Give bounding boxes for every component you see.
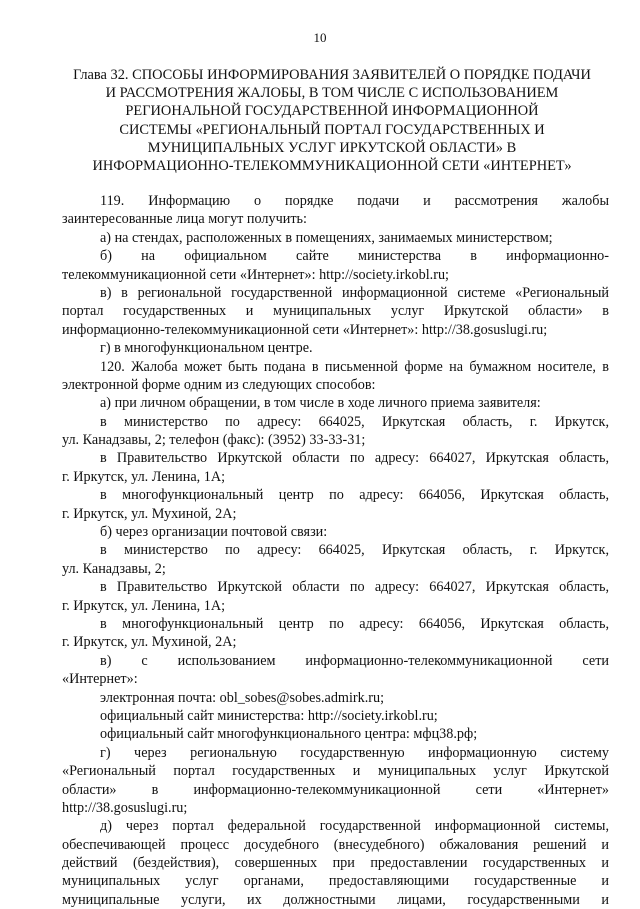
body-line: а) при личном обращении, в том числе в ходе личного приема заявителя:: [100, 395, 541, 412]
body-line: б) через организации почтовой связи:: [100, 524, 328, 541]
body-line: http://38.gosuslugi.ru;: [62, 799, 188, 816]
body-line: муниципальные услуги, их должностными лицами, государственными и: [62, 891, 609, 908]
page-number: 10: [313, 30, 327, 45]
body-line: телекоммуникационной сети «Интернет»: http://society.irkobl.ru;: [62, 266, 449, 283]
chapter-title-line: МУНИЦИПАЛЬНЫХ УСЛУГ ИРКУТСКОЙ ОБЛАСТИ» В: [147, 139, 517, 156]
body-line: ул. Канадзавы, 2;: [62, 560, 166, 577]
body-line: г) через региональную государственную информационную систему: [100, 744, 609, 761]
body-line: а) на стендах, расположенных в помещениях, занимаемых министерством;: [100, 229, 553, 246]
body-line: в многофункциональный центр по адресу: 664056, Иркутская область,: [100, 615, 609, 632]
body-line: г. Иркутск, ул. Мухиной, 2А;: [62, 634, 237, 651]
body-line: г. Иркутск, ул. Ленина, 1А;: [62, 468, 226, 485]
body-line: в министерство по адресу: 664025, Иркутская область, г. Иркутск,: [100, 413, 609, 430]
body-line: б) на официальном сайте министерства в информационно-: [100, 248, 609, 265]
body-text: [62, 192, 609, 909]
chapter-title-line: И РАССМОТРЕНИЯ ЖАЛОБЫ, В ТОМ ЧИСЛЕ С ИСПОЛЬЗОВАНИЕМ: [105, 85, 559, 102]
body-line: «Интернет»:: [62, 671, 138, 688]
body-line: информационно-телекоммуникационной сети «Интернет»: http://38.gosuslugi.ru;: [62, 321, 548, 338]
body-line: 120. Жалоба может быть подана в письменной форме на бумажном носителе, в: [100, 358, 609, 375]
body-line: муниципальных услуг органами, предоставляющими государственные и: [62, 873, 609, 890]
body-line: действий (бездействия), совершенных при предоставлении государственных и: [62, 855, 609, 872]
body-line: г. Иркутск, ул. Ленина, 1А;: [62, 597, 226, 614]
body-line: электронная почта: obl_sobes@sobes.admirk.ru;: [100, 689, 385, 706]
chapter-title-line: ИНФОРМАЦИОННО-ТЕЛЕКОММУНИКАЦИОННОЙ СЕТИ «ИНТЕРНЕТ»: [92, 158, 572, 175]
body-line: электронной форме одним из следующих способов:: [62, 376, 376, 393]
body-line: г. Иркутск, ул. Мухиной, 2А;: [62, 505, 237, 522]
body-line: заинтересованные лица могут получить:: [62, 211, 307, 228]
body-line: в) в региональной государственной информационной системе «Региональный: [100, 284, 609, 301]
body-line: в многофункциональный центр по адресу: 664056, Иркутская область,: [100, 487, 609, 504]
body-line: в Правительство Иркутской области по адресу: 664027, Иркутская область,: [100, 450, 609, 467]
body-line: 119. Информацию о порядке подачи и рассмотрения жалобы: [100, 193, 609, 209]
body-line: в министерство по адресу: 664025, Иркутская область, г. Иркутск,: [100, 542, 609, 559]
chapter-title-line: РЕГИОНАЛЬНОЙ ГОСУДАРСТВЕННОЙ ИНФОРМАЦИОННОЙ: [125, 103, 539, 120]
body-line: обеспечивающей процесс досудебного (внесудебного) обжалования решений и: [62, 836, 609, 853]
body-line: области» в информационно-телекоммуникационной сети «Интернет»: [62, 781, 609, 798]
chapter-title: [58, 66, 606, 175]
chapter-title-line: Глава 32. СПОСОБЫ ИНФОРМИРОВАНИЯ ЗАЯВИТЕЛЕЙ О ПОРЯДКЕ ПОДАЧИ: [73, 67, 591, 83]
body-line: в) с использованием информационно-телекоммуникационной сети: [100, 652, 609, 669]
chapter-title-line: СИСТЕМЫ «РЕГИОНАЛЬНЫЙ ПОРТАЛ ГОСУДАРСТВЕННЫХ И: [119, 121, 545, 138]
body-line: г) в многофункциональном центре.: [100, 340, 313, 357]
body-line: в Правительство Иркутской области по адресу: 664027, Иркутская область,: [100, 579, 609, 596]
body-line: ул. Канадзавы, 2; телефон (факс): (3952) 33-33-31;: [62, 432, 366, 449]
body-line: д) через портал федеральной государственной информационной системы,: [100, 818, 609, 835]
body-line: «Региональный портал государственных и муниципальных услуг Иркутской: [62, 763, 609, 780]
body-line: официальный сайт многофункционального центра: мфц38.рф;: [100, 726, 478, 743]
body-line: официальный сайт министерства: http://society.irkobl.ru;: [100, 707, 438, 724]
body-line: портал государственных и муниципальных услуг Иркутской области» в: [62, 303, 609, 320]
